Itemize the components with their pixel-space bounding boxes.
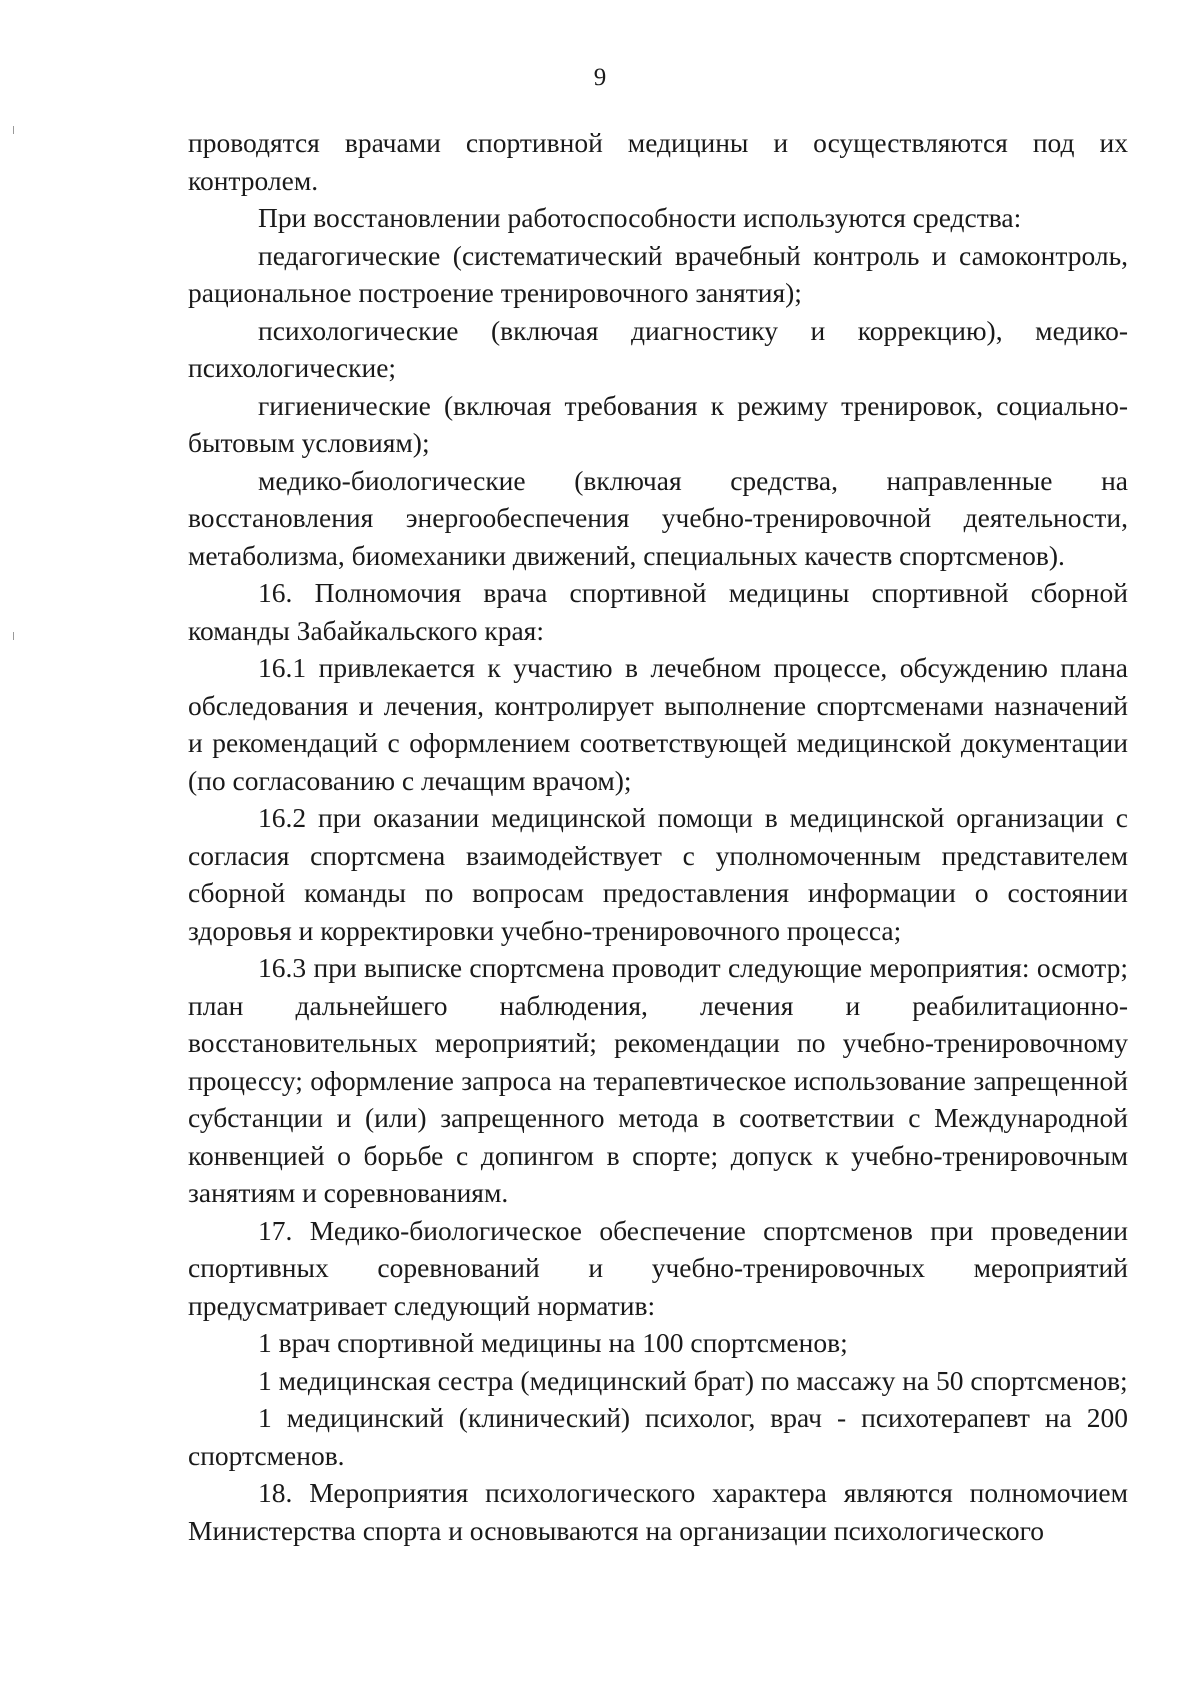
paragraph: При восстановлении работоспособности используются средства: [258,202,1022,233]
margin-mark [13,126,14,134]
margin-mark [13,632,14,640]
list-item: педагогические (систематический врачебный контроль и самоконтроль, рациональное построение тренировочного занятия); [188,239,1128,308]
norm-item: 1 врач спортивной медицины на 100 спортсменов; [258,1327,848,1358]
norm-item: 1 медицинский (клинический) психолог, врач - психотерапевт на 200 спортсменов. [188,1402,1128,1471]
list-item: психологические (включая диагностику и коррекцию), медико-психологические; [188,314,1128,383]
section-18: 18. Мероприятия психологического характера являются полномочием Министерства спорта и основываются на организации психологического [188,1477,1128,1546]
section-17: 17. Медико-биологическое обеспечение спортсменов при проведении спортивных соревнований и учебно-тренировочных мероприятий предусматривает следующий норматив: [188,1214,1128,1321]
list-item: медико-биологические (включая средства, направленные на восстановления энергообеспечения учебно-тренировочной деятельности, метаболизма, биомеханики движений, специальных качеств спортсменов). [188,464,1128,571]
subsection-16-2: 16.2 при оказании медицинской помощи в медицинской организации с согласия спортсмена взаимодействует с уполномоченным представителем сборной команды по вопросам предоставления информации о состоянии здоровья и корректировки учебно-тренировочного процесса; [188,802,1128,946]
norm-item: 1 медицинская сестра (медицинский брат) по массажу на 50 спортсменов; [258,1364,1128,1396]
paragraph-continuation: проводятся врачами спортивной медицины и осуществляются под их контролем. [188,127,1128,196]
document-body [188,124,1128,1549]
section-16: 16. Полномочия врача спортивной медицины спортивной сборной команды Забайкальского края: [188,577,1128,646]
list-item: гигиенические (включая требования к режиму тренировок, социально-бытовым условиям); [188,389,1128,458]
subsection-16-1: 16.1 привлекается к участию в лечебном процессе, обсуждению плана обследования и лечения, контролирует выполнение спортсменами назначений и рекомендаций с оформлением соответствующей медицинской документации (по согласованию с лечащим врачом); [188,652,1128,796]
subsection-16-3: 16.3 при выписке спортсмена проводит следующие мероприятия: осмотр; план дальнейшего наблюдения, лечения и реабилитационно-восстановительных мероприятий; рекомендации по учебно-тренировочному процессу; оформление запроса на терапевтическое использование запрещенной субстанции и (или) запрещенного метода в соответствии с Международной конвенцией о борьбе с допингом в спорте; допуск к учебно-тренировочным занятиям и соревнованиям. [188,952,1128,1208]
page-number: 9 [593,64,607,91]
